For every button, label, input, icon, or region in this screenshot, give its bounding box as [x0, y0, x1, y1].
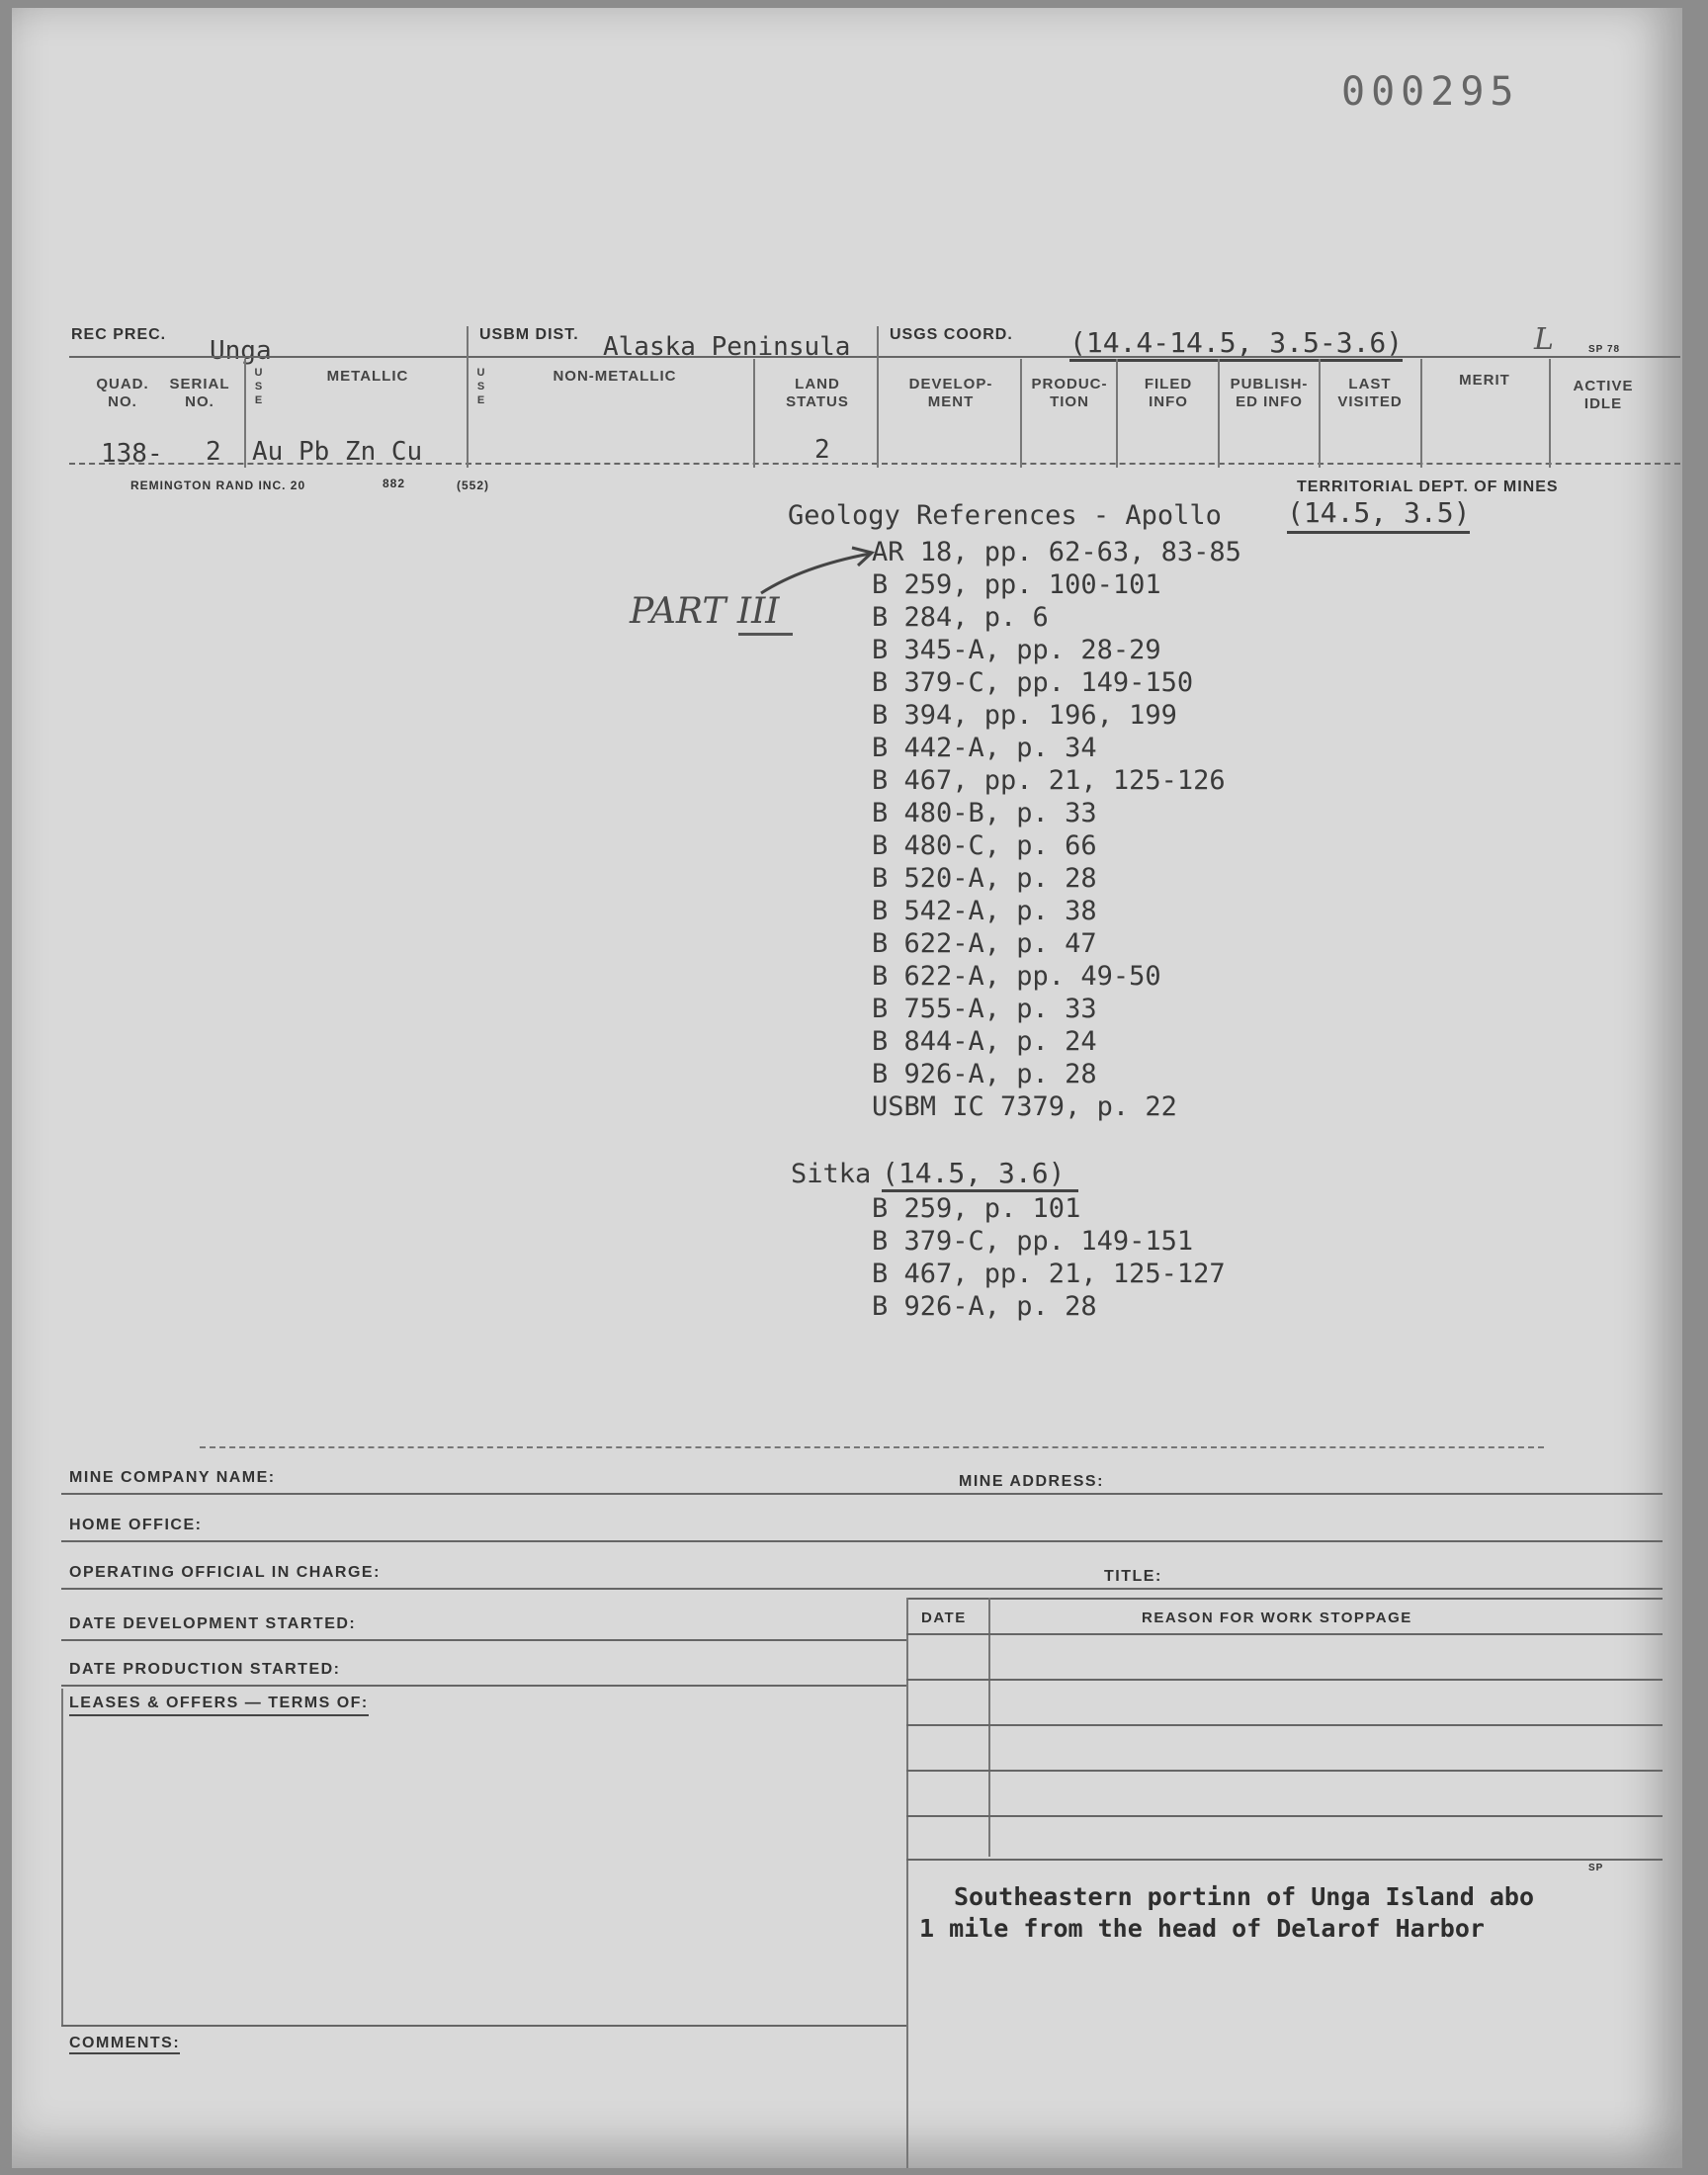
apollo-ref: B 622-A, p. 47 — [872, 928, 1097, 959]
record-card — [12, 8, 1682, 2168]
remington-imprint: REMINGTON RAND INC. 20 — [130, 478, 306, 492]
sitka-ref: B 467, pp. 21, 125-127 — [872, 1259, 1226, 1289]
sitka-ref: B 379-C, pp. 149-151 — [872, 1226, 1194, 1257]
usbm-dist-value: Alaska Peninsula — [603, 332, 851, 362]
col-development: DEVELOP- MENT — [908, 376, 993, 410]
apollo-ref: B 480-B, p. 33 — [872, 798, 1097, 828]
date-production-label: DATE PRODUCTION STARTED: — [69, 1661, 341, 1678]
sp-mark: SP — [1588, 1863, 1604, 1873]
col-quad-no: QUAD. NO. — [96, 376, 149, 410]
rec-prec-label: REC PREC. — [71, 326, 167, 343]
apollo-ref: B 379-C, pp. 149-150 — [872, 667, 1194, 698]
apollo-ref: B 622-A, pp. 49-50 — [872, 961, 1161, 992]
apollo-ref: B 467, pp. 21, 125-126 — [872, 765, 1226, 796]
part-note: PART III — [630, 591, 780, 632]
sitka-ref: B 926-A, p. 28 — [872, 1291, 1097, 1322]
row-serial: 2 — [206, 437, 221, 467]
row-land-status: 2 — [814, 435, 830, 465]
location-line-1: Southeastern portinn of Unga Island abo — [954, 1882, 1534, 1911]
apollo-ref: USBM IC 7379, p. 22 — [872, 1091, 1177, 1122]
apollo-ref: B 542-A, p. 38 — [872, 896, 1097, 926]
home-office-label: HOME OFFICE: — [69, 1517, 203, 1533]
usbm-dist-label: USBM DIST. — [479, 326, 579, 343]
apollo-ref: AR 18, pp. 62-63, 83-85 — [872, 537, 1241, 567]
leases-label: LEASES & OFFERS — TERMS OF: — [69, 1695, 369, 1716]
form-code-552: (552) — [457, 478, 490, 492]
title-label: TITLE: — [1104, 1568, 1162, 1585]
form-code-tr: SP 78 — [1588, 344, 1621, 355]
col-merit: MERIT — [1459, 372, 1510, 389]
apollo-ref: B 442-A, p. 34 — [872, 733, 1097, 763]
col-metallic: METALLIC — [326, 368, 409, 385]
apollo-ref: B 394, pp. 196, 199 — [872, 700, 1177, 731]
corner-mark: L — [1534, 322, 1554, 357]
apollo-ref: B 480-C, p. 66 — [872, 830, 1097, 861]
mine-address-label: MINE ADDRESS: — [959, 1473, 1104, 1490]
operating-official-label: OPERATING OFFICIAL IN CHARGE: — [69, 1564, 381, 1581]
form-code-882: 882 — [383, 477, 406, 490]
col-serial-no: SERIAL NO. — [169, 376, 230, 410]
mine-company-name-label: MINE COMPANY NAME: — [69, 1469, 276, 1486]
row-metallic: Au Pb Zn Cu — [252, 437, 423, 467]
col-use-metallic: U S E — [254, 367, 264, 406]
document-number: 000295 — [1341, 69, 1520, 115]
apollo-coord: (14.5, 3.5) — [1287, 496, 1470, 534]
col-last-visited: LAST VISITED — [1337, 376, 1403, 410]
col-use-non-metallic: U S E — [476, 367, 486, 406]
apollo-ref: B 345-A, pp. 28-29 — [872, 635, 1161, 665]
part-note-underline — [738, 633, 793, 636]
row-quad: 138- — [101, 439, 163, 469]
col-active-idle: ACTIVE IDLE — [1573, 378, 1634, 412]
col-land-status: LAND STATUS — [786, 376, 849, 410]
col-filed-info: FILED INFO — [1144, 376, 1193, 410]
date-development-label: DATE DEVELOPMENT STARTED: — [69, 1615, 357, 1632]
col-published-info: PUBLISH- ED INFO — [1230, 376, 1309, 410]
sitka-coord: (14.5, 3.6) — [882, 1157, 1078, 1192]
geology-title: Geology References - Apollo — [788, 500, 1222, 531]
reason-col-header: REASON FOR WORK STOPPAGE — [1142, 1610, 1412, 1626]
sitka-ref: B 259, p. 101 — [872, 1193, 1081, 1224]
apollo-ref: B 844-A, p. 24 — [872, 1026, 1097, 1057]
territorial-dept: TERRITORIAL DEPT. OF MINES — [1297, 478, 1559, 495]
col-non-metallic: NON-METALLIC — [553, 368, 677, 385]
sitka-label: Sitka — [791, 1159, 872, 1189]
apollo-ref: B 755-A, p. 33 — [872, 994, 1097, 1024]
rec-prec-value: Unga — [210, 336, 272, 366]
apollo-ref: B 926-A, p. 28 — [872, 1059, 1097, 1089]
apollo-ref: B 520-A, p. 28 — [872, 863, 1097, 894]
apollo-ref: B 259, pp. 100-101 — [872, 569, 1161, 600]
date-col-header: DATE — [921, 1610, 967, 1626]
col-production: PRODUC- TION — [1031, 376, 1108, 410]
apollo-ref: B 284, p. 6 — [872, 602, 1049, 633]
usgs-coord-value: (14.4-14.5, 3.5-3.6) — [1069, 326, 1403, 362]
location-line-2: 1 mile from the head of Delarof Harbor — [919, 1914, 1485, 1943]
comments-label: COMMENTS: — [69, 2035, 180, 2054]
usgs-coord-label: USGS COORD. — [890, 326, 1013, 343]
